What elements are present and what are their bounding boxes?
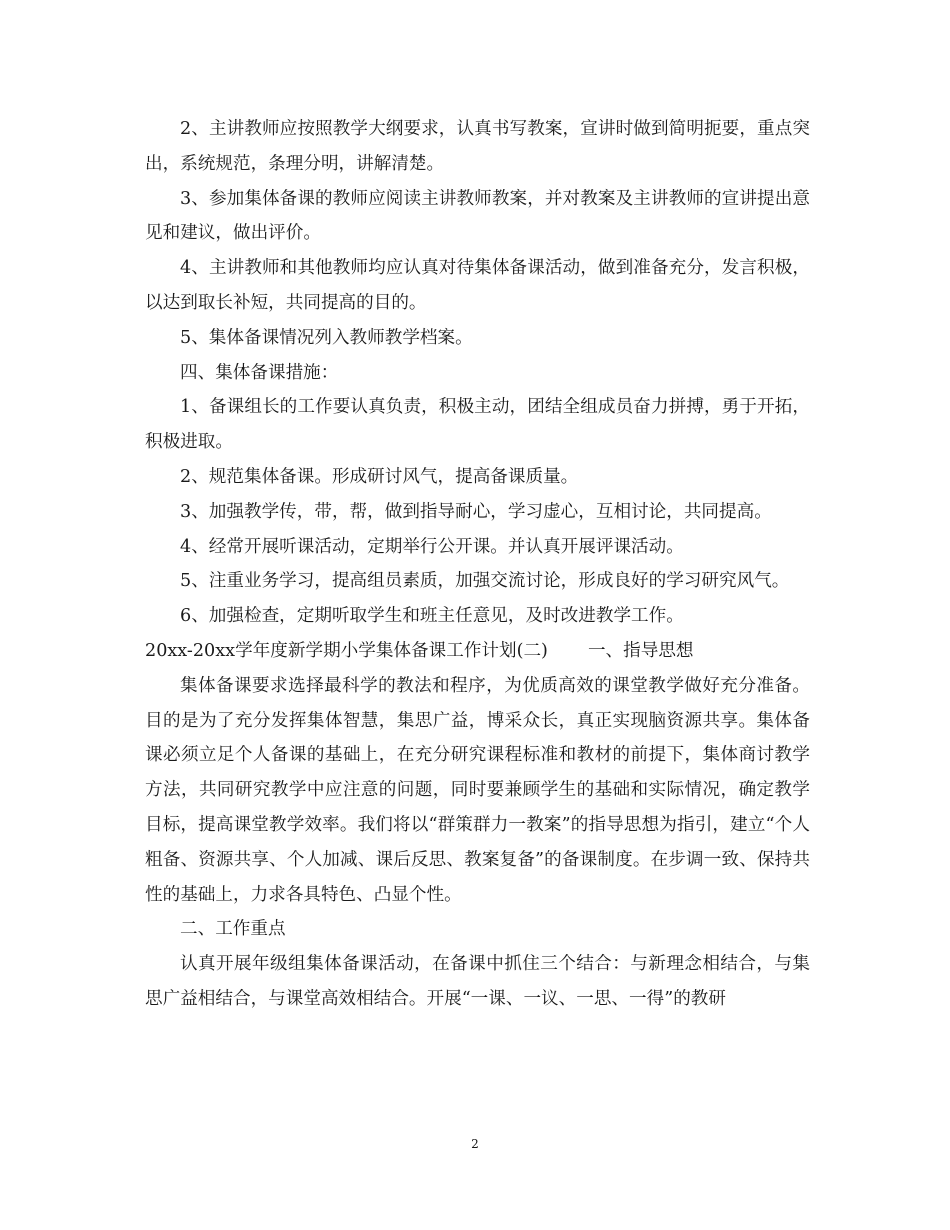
section-heading: 一、指导思想 bbox=[587, 640, 694, 661]
paragraph: 集体备课要求选择最科学的教法和程序，为优质高效的课堂教学做好充分准备。目的是为了充分发挥集体智慧，集思广益，博采众长，真正实现脑资源共享。集体备课必须立足个人备课的基础上，在充分研究课程标准和教材的前提下，集体商讨教学方法，共同研究教学中应注意的问题，同时要兼顾学生的基础和实际情况，确定教学目标，提高课堂教学效率。我们将以“群策群力一教案”的指导思想为指引，建立“个人粗备、资源共享、个人加减、课后反思、教案复备”的备课制度。在步调一致、保持共性的基础上，力求各具特色、凸显个性。 bbox=[145, 675, 810, 905]
section-heading: 二、工作重点 bbox=[180, 919, 286, 940]
paragraph: 3、加强教学传，带，帮，做到指导耐心，学习虚心，互相讨论，共同提高。 bbox=[180, 501, 772, 522]
paragraph: 认真开展年级组集体备课活动，在备课中抓住三个结合：与新理念相结合，与集思广益相结合，与课堂高效相结合。开展“一课、一议、一思、一得”的教研 bbox=[145, 954, 810, 1009]
paragraph: 5、集体备课情况列入教师教学档案。 bbox=[180, 327, 473, 348]
paragraph: 6、加强检查，定期听取学生和班主任意见，及时改进教学工作。 bbox=[180, 606, 684, 627]
document-title: 20xx-20xx学年度新学期小学集体备课工作计划(二) bbox=[145, 640, 548, 661]
paragraph: 2、主讲教师应按照教学大纲要求，认真书写教案，宣讲时做到简明扼要，重点突出，系统规范，条理分明，讲解清楚。 bbox=[145, 119, 810, 174]
paragraph: 3、参加集体备课的教师应阅读主讲教师教案，并对教案及主讲教师的宣讲提出意见和建议，做出评价。 bbox=[145, 188, 810, 244]
section-heading: 四、集体备课措施： bbox=[180, 362, 339, 383]
paragraph: 1、备课组长的工作要认真负责，积极主动，团结全组成员奋力拼搏，勇于开拓，积极进取。 bbox=[145, 397, 810, 453]
paragraph: 4、主讲教师和其他教师均应认真对待集体备课活动，做到准备充分，发言积极，以达到取长补短，共同提高的目的。 bbox=[145, 258, 810, 313]
paragraph: 4、经常开展听课活动，定期举行公开课。并认真开展评课活动。 bbox=[180, 536, 684, 557]
document-body bbox=[145, 112, 810, 1017]
paragraph: 2、规范集体备课。形成研讨风气，提高备课质量。 bbox=[180, 466, 579, 487]
document-title-line bbox=[145, 634, 810, 669]
paragraph: 5、注重业务学习，提高组员素质，加强交流讨论，形成良好的学习研究风气。 bbox=[180, 571, 790, 592]
page-number: 2 bbox=[471, 1137, 479, 1151]
